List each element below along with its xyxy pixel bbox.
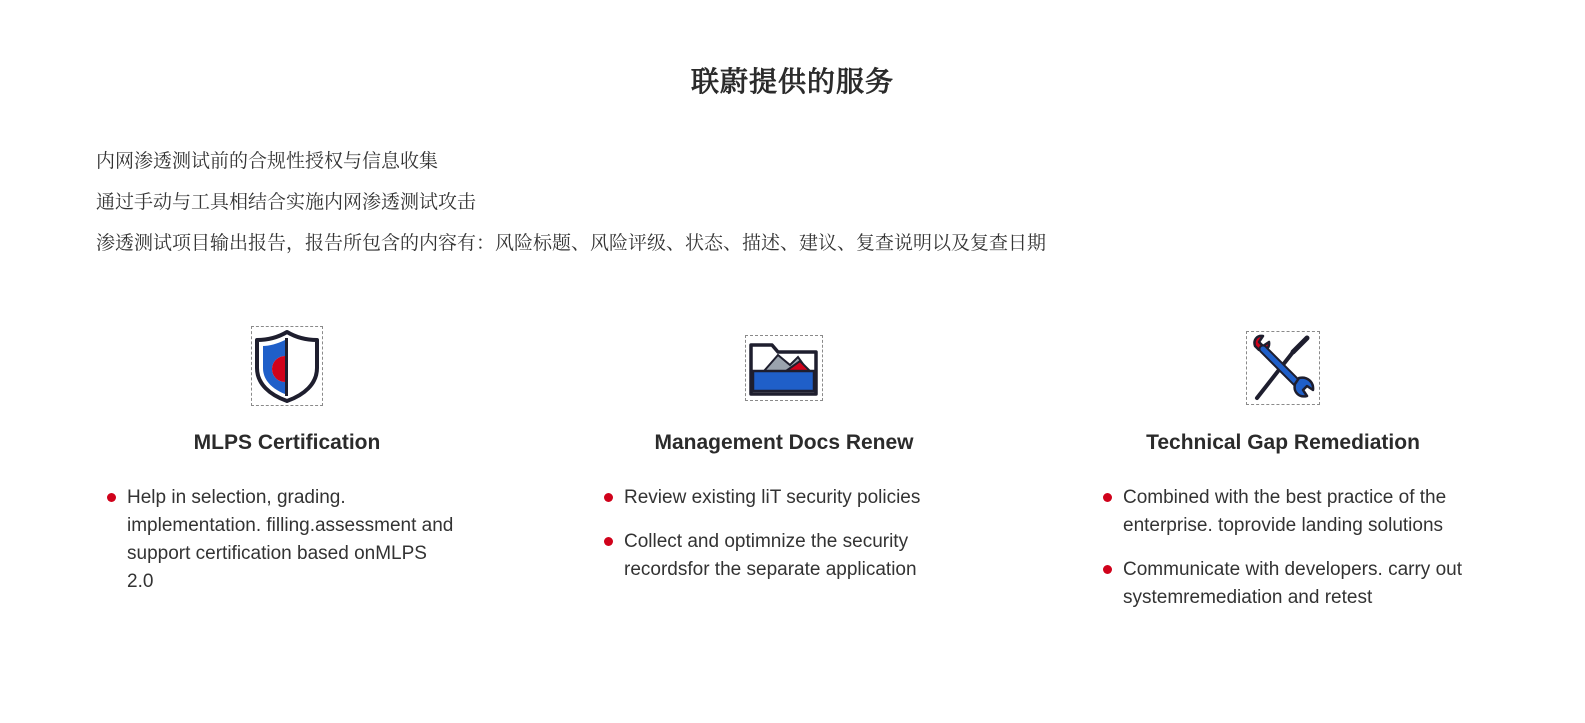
bullet-text: Review existing liT security policies: [624, 487, 921, 508]
list-item: [602, 528, 974, 584]
bullet-dot: [107, 493, 116, 502]
list-item: [105, 484, 457, 596]
page-title: 联蔚提供的服务: [690, 66, 894, 97]
tools-icon: [1246, 331, 1320, 405]
intro-list: [96, 141, 1396, 264]
list-item: [602, 484, 1004, 512]
card-title: Management Docs Renew: [654, 431, 914, 454]
intro-line: 渗透测试项目输出报告，报告所包含的内容有：风险标题、风险评级、状态、描述、建议、复查说明以及复查日期: [96, 233, 1047, 254]
bullet-text: Communicate with developers. carry out systemremediation and retest: [1123, 559, 1462, 608]
card-title: Technical Gap Remediation: [1146, 431, 1420, 454]
bullet-dot: [1103, 493, 1112, 502]
folder-icon: [745, 335, 823, 401]
bullet-text: Combined with the best practice of the enterprise. toprovide landing solutions: [1123, 487, 1447, 536]
bullet-dot: [604, 493, 613, 502]
bullet-dot: [604, 537, 613, 546]
intro-line: 通过手动与工具相结合实施内网渗透测试攻击: [96, 192, 477, 213]
bullet-list: [1101, 484, 1523, 628]
bullet-dot: [1103, 565, 1112, 574]
shield-icon: [251, 326, 323, 406]
card-title: MLPS Certification: [193, 431, 381, 454]
bullet-text: Help in selection, grading. implementation. filling.assessment and support certification based onMLPS 2.0: [127, 487, 454, 592]
list-item: [1101, 556, 1483, 612]
list-item: [1101, 484, 1473, 540]
bullet-list: [105, 484, 527, 612]
bullet-list: [602, 484, 1024, 600]
bullet-text: Collect and optimnize the security recordsfor the separate application: [624, 531, 917, 580]
intro-line: 内网渗透测试前的合规性授权与信息收集: [96, 151, 439, 172]
